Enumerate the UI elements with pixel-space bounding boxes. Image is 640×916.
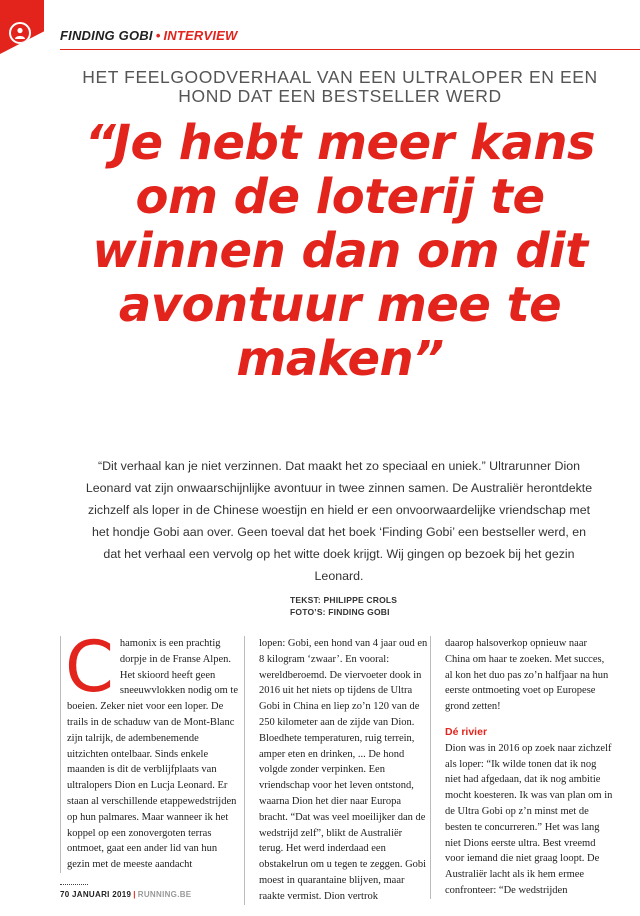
credit-photos: FOTO’S: FINDING GOBI [290,607,390,617]
credit-text: TEKST: PHILIPPE CROLS [290,595,398,605]
section-corner-tab [0,0,44,54]
column-2-text: lopen: Gobi, een hond van 4 jaar oud en 8 kilogram ‘zwaar’. En vooral: wereldberoemd. De viervoeter dook in 2016 uit het niets op tijdens de Ultra Gobi in China en liep zo’n 120 van de 250 kilometer aan de zijde van Dion. Bloedhete temperaturen, ruig terrein, amper eten en drinken, ... De hond volgde zonder verpinken. Een vriendschap voor het leven ontstond, waarna Dion het dier naar Europa bracht. “Dat was veel moeilijker dan de wedstrijd zelf”, blikt de Australiër terug. Het werd inderdaad een obstakelrun om u tegen te zeggen. Gobi moest in quarantaine blijven, maar raakte vermist. Dion vertrok [259,638,428,902]
dropcap: C [65,626,114,708]
header-kicker [60,28,237,43]
column-3-text-b: Dion was in 2016 op zoek naar zichzelf als loper: “Ik wilde tonen dat ik nog niet had afgedaan, dat ik nog ambitie mocht koesteren. Ik was van plan om in de Ultra Gobi op z’n minst met de besten te concurreren.” Het was lang niet Dions eerste ultra. Best vreemd voor iemand die niet graag loopt. De Australiër lacht als ik hem ermee confronteer: “De wedstrijden [445,742,613,896]
page-footer [60,890,191,899]
intro-paragraph: “Dit verhaal kan je niet verzinnen. Dat maakt het zo speciaal en uniek.” Ultrarunner Dion Leonard vat zijn onwaarschijnlijke avontuur in twee zinnen samen. De Australiër herontdekte zichzelf als loper in de Chinese woestijn en hield er een onvoorwaardelijke vriendschap met het hondje Gobi aan over. Geen toeval dat het boek ‘Finding Gobi’ een bestseller werd, en dat het verhaal een vervolg op het witte doek krijgt. Wij gingen op bezoek bij het gezin Leonard. [85,459,593,583]
column-1-text: hamonix is een prachtig dorpje in de Franse Alpen. Het skioord heeft geen sneeuwvlokken nodig om te boeien. Zeker niet voor een loper. De trails in de schaduw van de Mont-Blanc zijn talrijk, de adembenemende uitzichten ontelbaar. Sinds enkele maanden is dit de verblijfplaats van ultralopers Dion en Lucja Leonard. Er staan al verschillende etappewedstrijden op hun palmares. Maar wanneer ik het koppel op een zonovergoten terras ontmoet, gaat een ander lid van hun gezin met de meeste aandacht [67,638,238,871]
kicker-separator: • [155,28,161,43]
body-column-2 [244,636,428,905]
page-number: 70 [60,890,70,899]
footer-divider [60,884,88,885]
footer-separator: | [133,890,136,899]
headline: “Je hebt meer kans om de loterij te winnen dan om dit avontuur mee te maken” [84,115,596,387]
subhead: Dé rivier [445,725,488,738]
column-3-text-a: daarop halsoverkop opnieuw naar China om haar te zoeken. Met succes, al kon het duo pas zo’n halfjaar na hun eerste ontmoeting voet op Europese grond zetten! [445,638,609,713]
issue-date: JANUARI 2019 [72,890,132,899]
overline: HET FEELGOODVERHAAL VAN EEN ULTRALOPER EN EEN HOND DAT EEN BESTSELLER WERD [82,67,598,106]
user-icon [9,22,31,44]
kicker-title: FINDING GOBI [60,28,153,43]
body-column-3 [430,636,614,899]
credits [290,594,397,618]
body-column-1 [60,626,238,873]
page-header [60,28,640,50]
header-rule [60,49,640,50]
site-name: RUNNING.BE [137,890,192,899]
kicker-section: INTERVIEW [163,28,238,43]
